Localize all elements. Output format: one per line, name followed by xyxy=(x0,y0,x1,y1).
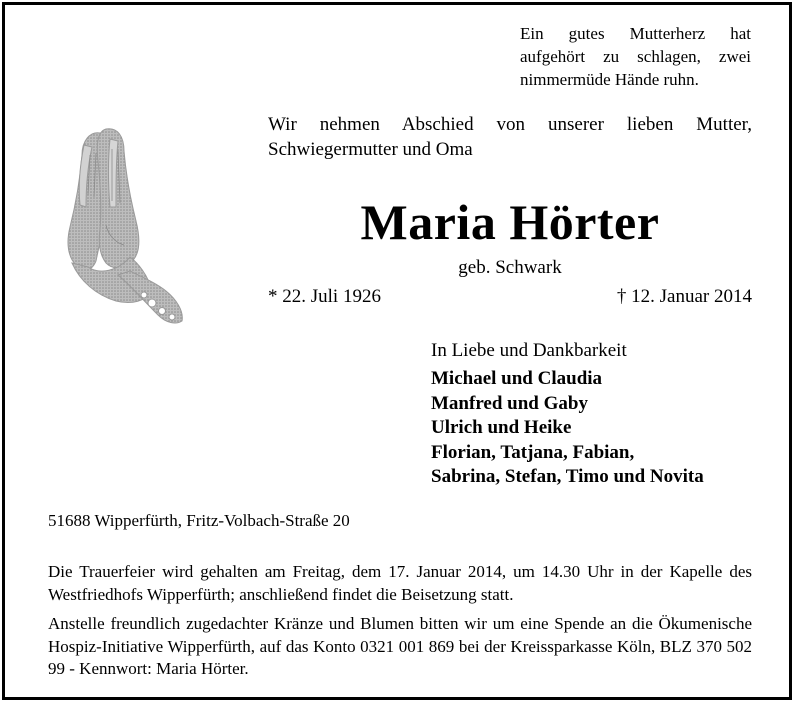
address: 51688 Wipperfürth, Fritz-Volbach-Straße 20 xyxy=(48,511,350,530)
family-member-line: Michael und Claudia xyxy=(431,368,603,389)
birth-date: * 22. Juli 1926 xyxy=(268,286,381,307)
death-date: † 12. Januar 2014 xyxy=(616,286,752,307)
donation-info: Anstelle freundlich zugedachter Kränze und Blumen bitten wir um eine Spende an die Ökumenische Hospiz-Initiative Wipperfürth, auf das Konto 0321 001 869 bei der Kreissparkasse Köln, BLZ 370 502 99 - Kennwort: Maria Hörter. xyxy=(48,614,752,678)
family-member-line: Ulrich und Heike xyxy=(431,417,572,438)
family-member-line: Manfred und Gaby xyxy=(431,392,588,414)
intro-text: Wir nehmen Abschied von unserer lieben Mutter, Schwiegermutter und Oma xyxy=(268,114,752,160)
funeral-info: Die Trauerfeier wird gehalten am Freitag, dem 17. Januar 2014, um 14.30 Uhr in der Kapelle des Westfriedhofs Wipperfürth; anschließend findet die Beisetzung statt. xyxy=(48,562,752,604)
family-member-line: Sabrina, Stefan, Timo und Novita xyxy=(431,466,704,487)
thanks-line: In Liebe und Dankbarkeit xyxy=(431,340,627,361)
family-member-line: Florian, Tatjana, Fabian, xyxy=(431,441,635,463)
family-list xyxy=(431,367,704,490)
praying-hands-icon xyxy=(60,125,190,330)
deceased-name: Maria Hörter xyxy=(360,194,660,250)
motto-verse: Ein gutes Mutterherz hat aufgehört zu schlagen, zwei nimmermüde Hände ruhn. xyxy=(520,24,751,89)
birth-name: geb. Schwark xyxy=(458,257,562,278)
